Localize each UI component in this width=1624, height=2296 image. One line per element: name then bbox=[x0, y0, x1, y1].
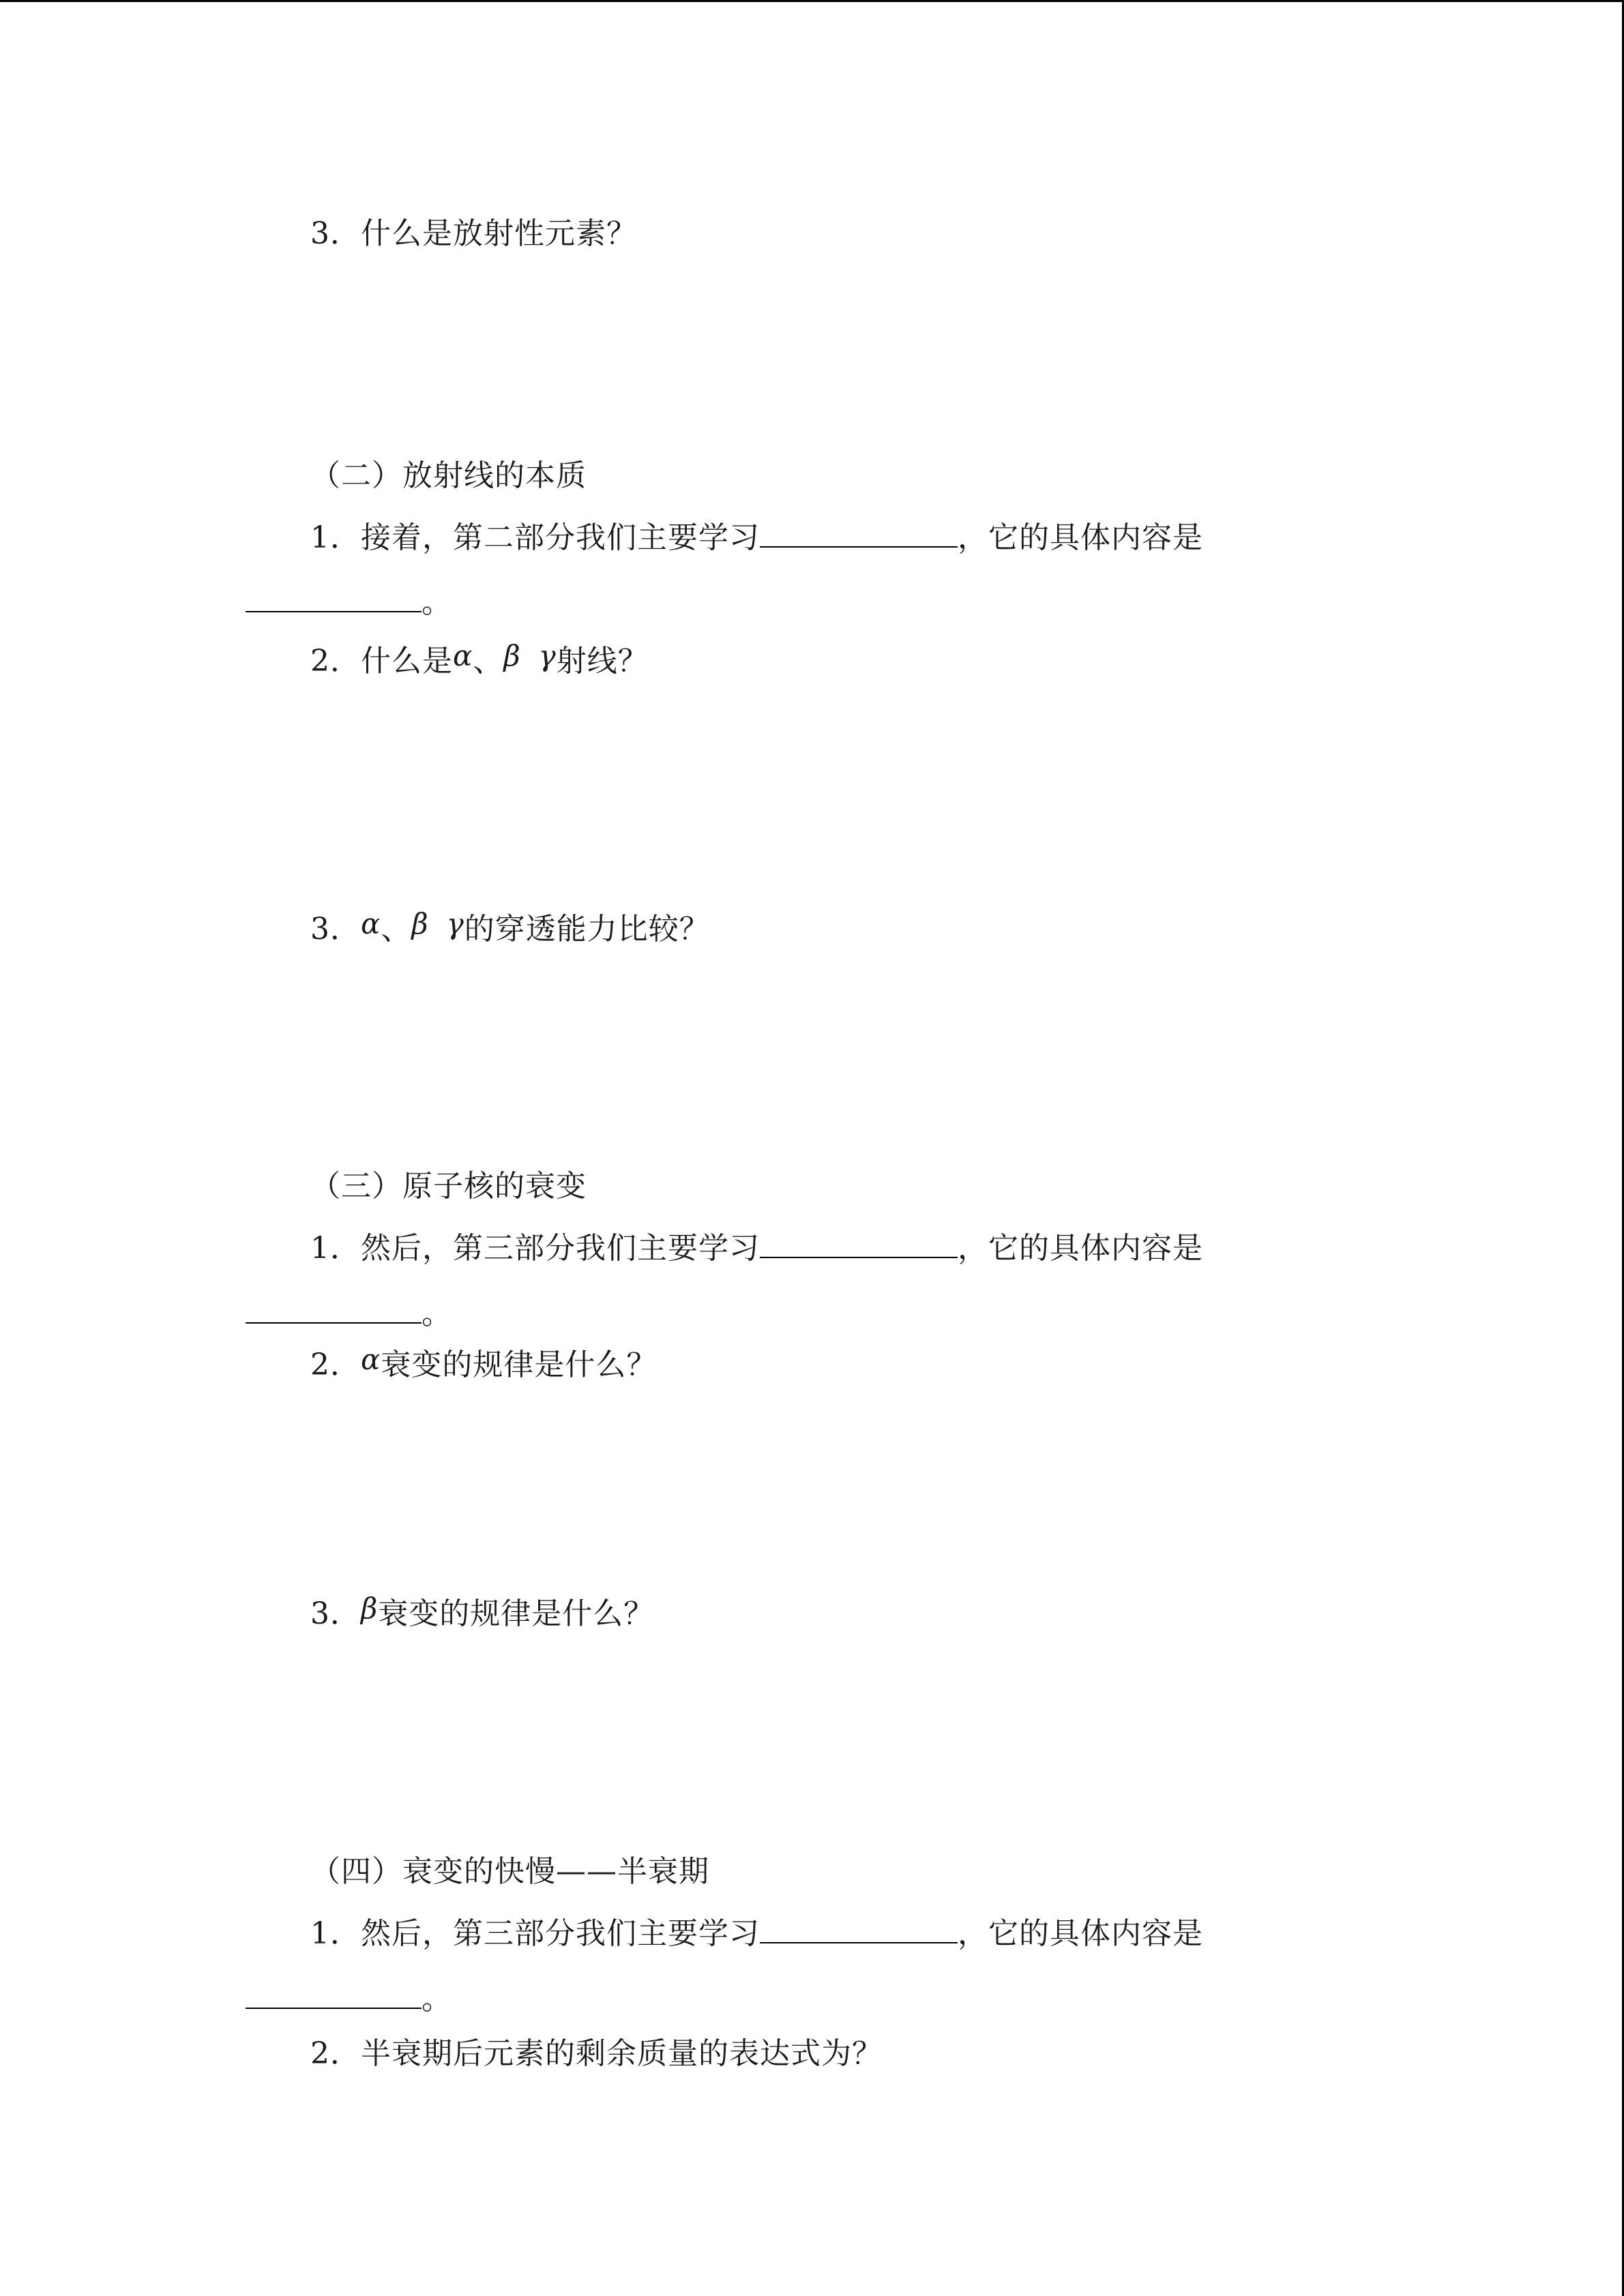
fill-blank-topic[interactable] bbox=[760, 515, 958, 548]
question-s2-2 bbox=[310, 641, 649, 682]
alpha-symbol: α bbox=[361, 907, 381, 940]
question-text-pre: 什么是 bbox=[361, 644, 453, 679]
question-s1-3 bbox=[310, 213, 637, 254]
question-text-post: ，它的具体内容是 bbox=[958, 1916, 1203, 1951]
question-text-post: 射线？ bbox=[556, 644, 649, 679]
fill-blank-content[interactable] bbox=[246, 580, 422, 612]
question-s3-3 bbox=[310, 1594, 654, 1635]
gamma-symbol: γ bbox=[538, 639, 557, 672]
question-number: 1． bbox=[310, 1231, 361, 1266]
question-s3-1-cont bbox=[246, 1291, 452, 1335]
question-end: 。 bbox=[422, 1982, 452, 2016]
beta-symbol: β bbox=[503, 639, 521, 672]
question-text-pre: 然后，第三部分我们主要学习 bbox=[361, 1916, 760, 1951]
question-end: 。 bbox=[422, 585, 452, 620]
fill-blank-content[interactable] bbox=[246, 1976, 422, 2009]
question-number: 3． bbox=[310, 216, 361, 251]
question-text-post: ，它的具体内容是 bbox=[958, 520, 1203, 555]
question-s4-1-cont bbox=[246, 1976, 452, 2020]
gamma-symbol: γ bbox=[446, 907, 464, 940]
separator: 、 bbox=[381, 912, 412, 946]
section-heading-4: （四）衰变的快慢——半衰期 bbox=[310, 1854, 709, 1889]
question-text-pre: 然后，第三部分我们主要学习 bbox=[361, 1231, 760, 1266]
question-s2-1-cont bbox=[246, 580, 452, 623]
question-text-pre: 接着，第二部分我们主要学习 bbox=[361, 520, 760, 555]
fill-blank-topic[interactable] bbox=[760, 1911, 958, 1943]
question-number: 1． bbox=[310, 1916, 361, 1951]
question-s3-1 bbox=[310, 1225, 1203, 1269]
question-number: 2． bbox=[310, 644, 361, 679]
question-text: 什么是放射性元素？ bbox=[361, 216, 637, 251]
question-end: 。 bbox=[422, 1296, 452, 1331]
fill-blank-topic[interactable] bbox=[760, 1225, 958, 1258]
section-heading-3: （三）原子核的衰变 bbox=[310, 1169, 587, 1204]
question-number: 3． bbox=[310, 1596, 361, 1631]
alpha-symbol: α bbox=[361, 1343, 381, 1376]
page-top-border bbox=[0, 0, 1624, 2]
question-s2-1 bbox=[310, 515, 1203, 558]
fill-blank-content[interactable] bbox=[246, 1291, 422, 1324]
separator: 、 bbox=[473, 644, 504, 679]
question-text-post: ，它的具体内容是 bbox=[958, 1231, 1203, 1266]
beta-symbol: β bbox=[361, 1592, 379, 1625]
question-text-post: 衰变的规律是什么？ bbox=[378, 1596, 655, 1631]
question-s3-2 bbox=[310, 1345, 657, 1386]
beta-symbol: β bbox=[411, 907, 429, 940]
alpha-symbol: α bbox=[453, 639, 473, 672]
question-number: 2． bbox=[310, 2036, 361, 2071]
question-number: 3． bbox=[310, 912, 361, 946]
question-s4-2 bbox=[310, 2033, 883, 2074]
question-text: 半衰期后元素的剩余质量的表达式为？ bbox=[361, 2036, 883, 2071]
question-text-post: 的穿透能力比较？ bbox=[464, 912, 710, 946]
question-number: 1． bbox=[310, 520, 361, 555]
question-text-post: 衰变的规律是什么？ bbox=[381, 1347, 658, 1382]
section-heading-2: （二）放射线的本质 bbox=[310, 458, 587, 493]
question-s4-1 bbox=[310, 1911, 1203, 1954]
question-number: 2． bbox=[310, 1347, 361, 1382]
question-s2-3 bbox=[310, 909, 710, 950]
